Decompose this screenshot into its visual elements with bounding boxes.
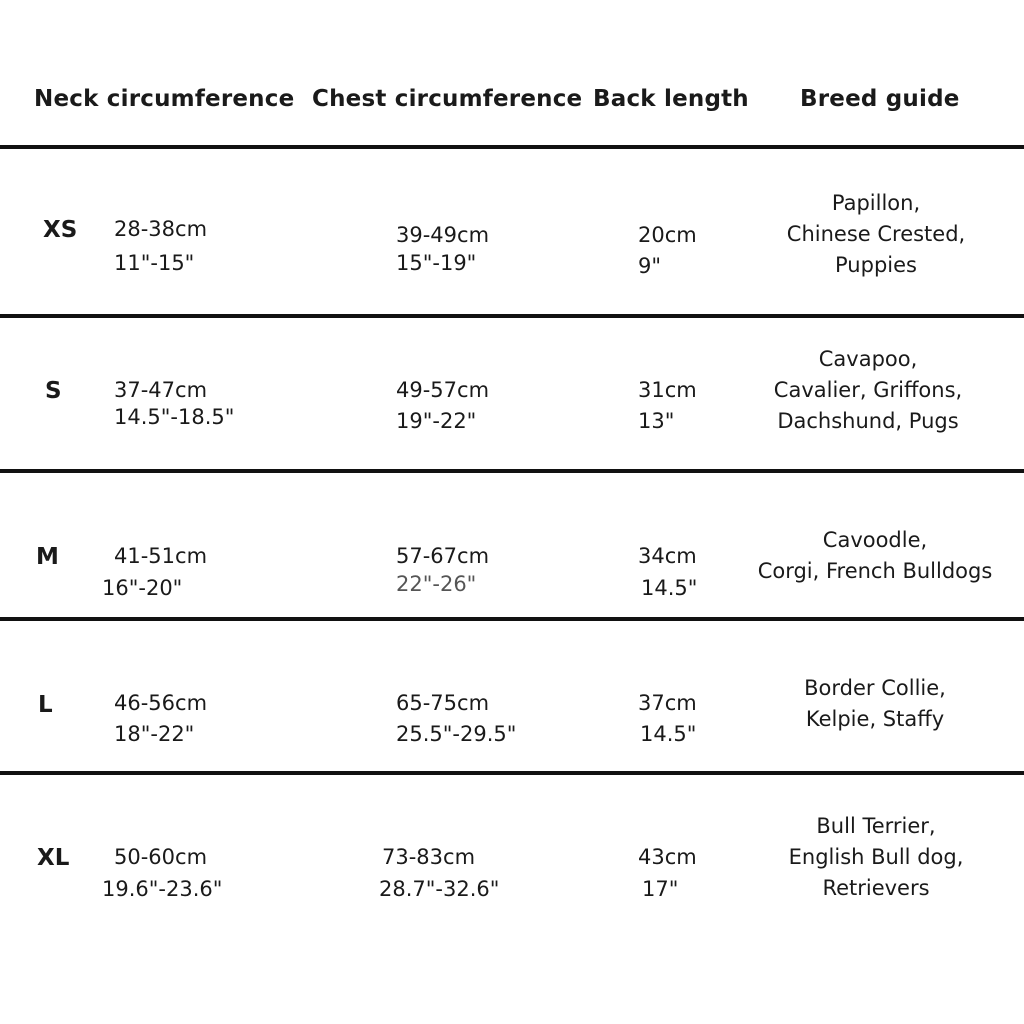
breed-line: Chinese Crested,: [786, 222, 966, 246]
neck-cm: 28-38cm: [114, 217, 208, 241]
chest-in: 25.5"-29.5": [396, 722, 517, 746]
neck-cm: 50-60cm: [114, 845, 208, 869]
back-in: 13": [638, 409, 675, 433]
breed-line: Bull Terrier,: [816, 814, 936, 838]
breed-line: Border Collie,: [804, 676, 946, 700]
back-in: 17": [642, 877, 679, 901]
neck-in: 14.5"-18.5": [114, 405, 235, 429]
size-label: XL: [37, 845, 70, 871]
chest-cm: 39-49cm: [396, 223, 490, 247]
breed-line: Puppies: [835, 253, 917, 277]
size-label: M: [36, 544, 59, 570]
header-breed: Breed guide: [800, 86, 960, 112]
breed-list: [745, 525, 1005, 587]
chest-in: 15"-19": [396, 251, 477, 275]
back-in: 9": [638, 254, 662, 278]
chest-cm: 57-67cm: [396, 544, 490, 568]
breed-list: [746, 188, 1006, 281]
neck-in: 16"-20": [102, 576, 183, 600]
breed-line: Papillon,: [831, 191, 921, 215]
divider: [0, 145, 1024, 149]
chest-in: 22"-26": [396, 572, 477, 596]
neck-in: 19.6"-23.6": [102, 877, 223, 901]
back-cm: 31cm: [638, 378, 697, 402]
divider: [0, 314, 1024, 318]
breed-line: English Bull dog,: [788, 845, 964, 869]
divider: [0, 469, 1024, 473]
chest-cm: 49-57cm: [396, 378, 490, 402]
breed-line: Cavalier, Griffons,: [773, 378, 963, 402]
chest-in: 28.7"-32.6": [379, 877, 500, 901]
back-cm: 37cm: [638, 691, 697, 715]
chest-in: 19"-22": [396, 409, 477, 433]
breed-line: Cavoodle,: [822, 528, 928, 552]
size-label: S: [45, 378, 62, 404]
neck-cm: 37-47cm: [114, 378, 208, 402]
breed-line: Retrievers: [822, 876, 930, 900]
back-in: 14.5": [641, 576, 698, 600]
breed-list: [746, 811, 1006, 904]
neck-in: 18"-22": [114, 722, 195, 746]
back-in: 14.5": [640, 722, 697, 746]
back-cm: 20cm: [638, 223, 697, 247]
chest-cm: 73-83cm: [382, 845, 476, 869]
neck-in: 11"-15": [114, 251, 195, 275]
neck-cm: 41-51cm: [114, 544, 208, 568]
breed-line: Kelpie, Staffy: [805, 707, 945, 731]
neck-cm: 46-56cm: [114, 691, 208, 715]
breed-list: [738, 344, 998, 437]
header-back: Back length: [593, 86, 749, 112]
breed-line: Corgi, French Bulldogs: [757, 559, 993, 583]
size-label: L: [38, 692, 53, 718]
back-cm: 43cm: [638, 845, 697, 869]
breed-line: Dachshund, Pugs: [777, 409, 959, 433]
header-chest: Chest circumference: [312, 86, 583, 112]
chest-cm: 65-75cm: [396, 691, 490, 715]
divider: [0, 617, 1024, 621]
size-label: XS: [43, 217, 78, 243]
header-neck: Neck circumference: [34, 86, 295, 112]
divider: [0, 771, 1024, 775]
breed-line: Cavapoo,: [818, 347, 918, 371]
back-cm: 34cm: [638, 544, 697, 568]
breed-list: [745, 673, 1005, 735]
